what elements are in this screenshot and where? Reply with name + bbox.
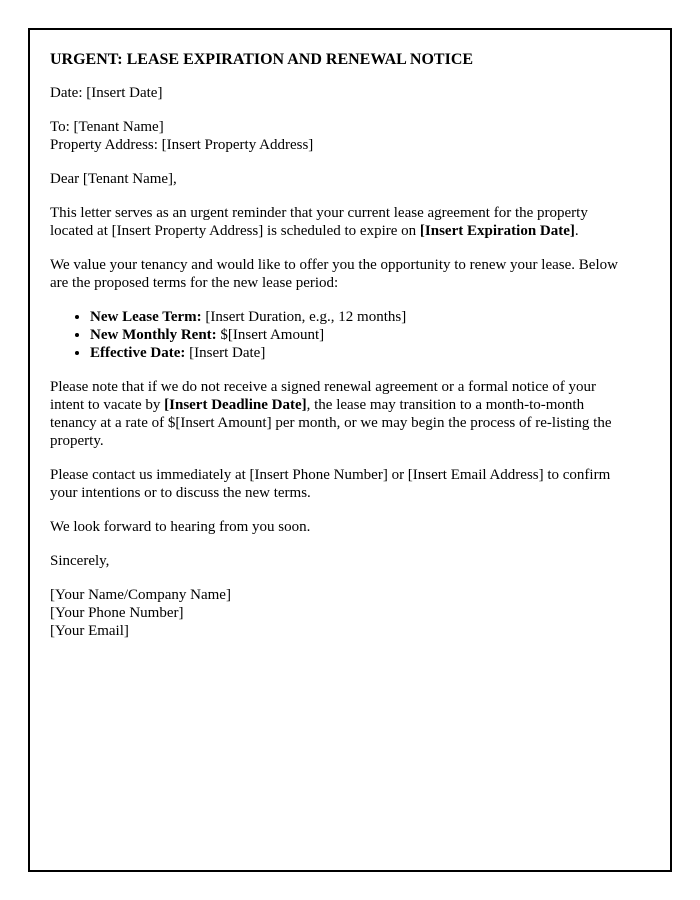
salutation: Dear [Tenant Name], (50, 171, 177, 187)
signature-email: [Your Email] (50, 623, 129, 639)
signoff: Sincerely, (50, 553, 110, 569)
date-line: Date: [Insert Date] (50, 85, 163, 101)
letter-title: URGENT: LEASE EXPIRATION AND RENEWAL NOTICE (50, 51, 474, 68)
term-lease-duration: • New Lease Term: [Insert Duration, e.g., 12 months] (90, 308, 628, 326)
signature-phone: [Your Phone Number] (50, 605, 184, 621)
paragraph-expiration: This letter serves as an urgent reminder that your current lease agreement for the property located at [Insert Property Address] is scheduled to expire on [Insert Expiration Date]. (50, 205, 588, 239)
term-monthly-rent: • New Monthly Rent: $[Insert Amount] (90, 326, 628, 344)
recipient-block (50, 118, 628, 154)
letter-page (28, 28, 672, 872)
to-line: To: [Tenant Name] (50, 119, 164, 135)
paragraph-deadline: Please note that if we do not receive a signed renewal agreement or a formal notice of your intent to vacate by [Insert Deadline Date], the lease may transition to a month-to-month tenancy at a rate of $[Insert Amount] per month, or we may begin the process of re-listing the property. (50, 379, 612, 449)
property-address-line: Property Address: [Insert Property Address] (50, 137, 314, 153)
signature-block (50, 586, 628, 640)
terms-list (50, 308, 628, 362)
signature-name: [Your Name/Company Name] (50, 587, 231, 603)
term-effective-date: • Effective Date: [Insert Date] (90, 344, 628, 362)
closing-line: We look forward to hearing from you soon. (50, 519, 311, 535)
paragraph-contact: Please contact us immediately at [Insert Phone Number] or [Insert Email Address] to confirm your intentions or to discuss the new terms. (50, 467, 611, 501)
paragraph-renewal-offer: We value your tenancy and would like to offer you the opportunity to renew your lease. Below are the proposed terms for the new lease period: (50, 257, 618, 291)
